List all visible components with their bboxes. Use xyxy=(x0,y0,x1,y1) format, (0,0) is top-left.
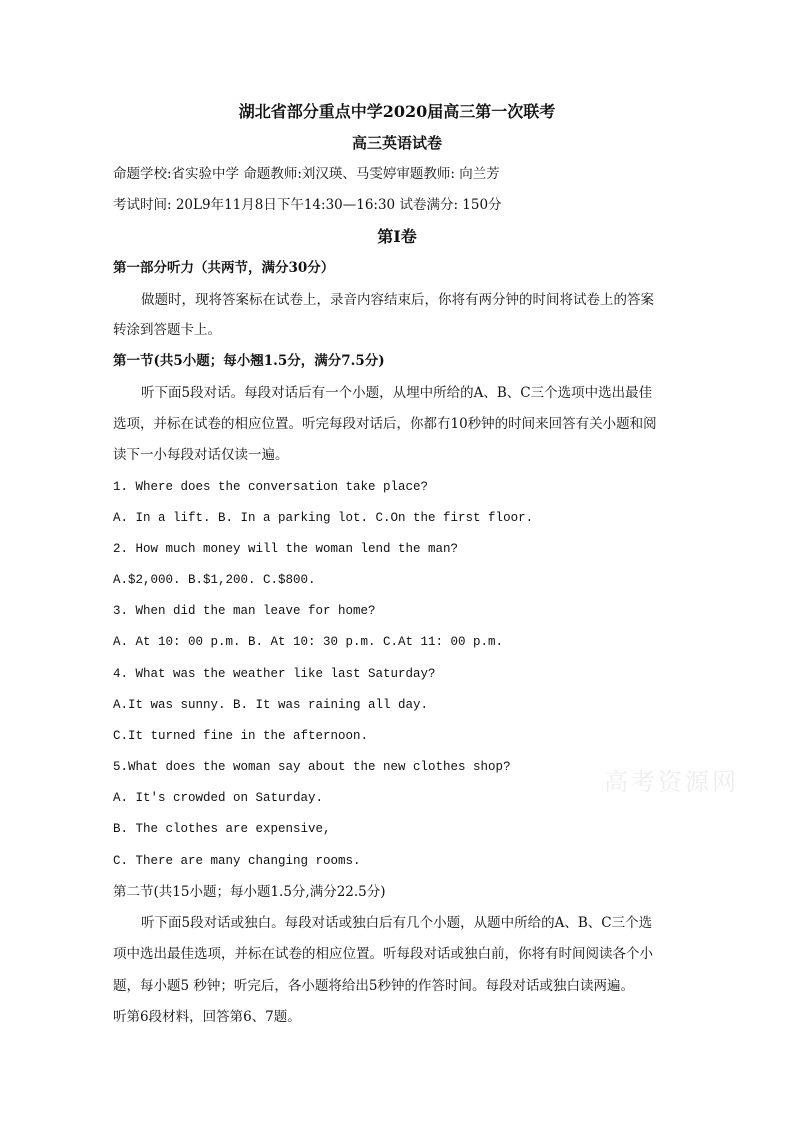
exam-time-score: 考试时间: 20L9年11月8日下午14:30—16:30 试卷满分: 150分 xyxy=(113,197,502,213)
section2-instruction-line: 听第6段材料，回答第6、7题。 xyxy=(113,1009,301,1025)
question-4-option-ab: A.It was sunny. B. It was raining all day. xyxy=(113,698,429,712)
exam-title: 湖北省部分重点中学2020届高三第一次联考 xyxy=(238,102,556,121)
volume-title: 第I卷 xyxy=(377,227,417,246)
question-3-options: A. At 10: 00 p.m. B. At 10: 30 p.m. C.At 11: 00 p.m. xyxy=(113,635,504,649)
section2-instruction-line: 题，每小题5 秒钟；听完后，各小题将给出5秒钟的作答时间。每段对话或独白读两遍。 xyxy=(113,978,634,994)
question-5-option-a: A. It's crowded on Saturday. xyxy=(113,791,324,805)
question-3: 3. When did the man leave for home? xyxy=(113,604,376,618)
question-4-option-c: C.It turned fine in the afternoon. xyxy=(113,729,369,743)
section2-instruction-line: 项中选出最佳选项，并标在试卷的相应位置。听每段对话或独白前，你将有时间阅读各个小 xyxy=(113,946,653,962)
section2-instruction-line: 听下面5段对话或独白。每段对话或独白后有几个小题，从题中所给的A、B、C三个选 xyxy=(141,915,653,931)
exam-authors: 命题学校:省实验中学 命题教师:刘汉瑛、马雯婷审题教师: 向兰芳 xyxy=(113,166,500,182)
question-1-options: A. In a lift. B. In a parking lot. C.On the first floor. xyxy=(113,511,534,525)
question-2-options: A.$2,000. B.$1,200. C.$800. xyxy=(113,573,316,587)
part1-heading: 第一部分听力（共两节，满分30分） xyxy=(113,260,335,276)
question-2: 2. How much money will the woman lend the man? xyxy=(113,542,459,556)
section1-instruction-line: 选项，并标在试卷的相应位置。听完每段对话后，你都冇10秒钟的时间来回答有关小题和阅 xyxy=(113,416,657,432)
watermark: 高考资源网 xyxy=(604,768,739,796)
question-5-option-b: B. The clothes are expensive, xyxy=(113,822,331,836)
exam-subtitle: 高三英语试卷 xyxy=(351,134,442,152)
section1-heading: 第一节(共5小题；每小翘1.5分，满分7.5分) xyxy=(113,353,385,369)
part1-intro-line: 做题时，现将答案标在试卷上，录音内容结束后，你将有两分钟的时间将试卷上的答案 xyxy=(141,292,654,308)
question-1: 1. Where does the conversation take place? xyxy=(113,480,429,494)
question-5: 5.What does the woman say about the new clothes shop? xyxy=(113,760,511,774)
part1-intro-line: 转涂到答题卡上。 xyxy=(113,322,221,338)
question-5-option-c: C. There are many changing rooms. xyxy=(113,854,361,868)
section2-heading: 第二节(共15小题；每小题1.5分,满分22.5分) xyxy=(113,884,386,900)
section1-instruction-line: 读下一小每段对话仅读一遍。 xyxy=(113,447,289,463)
question-4: 4. What was the weather like last Saturday? xyxy=(113,667,436,681)
section1-instruction-line: 听下面5段对话。每段对话后有一个小题，从埋中所给的A、B、C三个选项中选出最佳 xyxy=(141,385,653,401)
